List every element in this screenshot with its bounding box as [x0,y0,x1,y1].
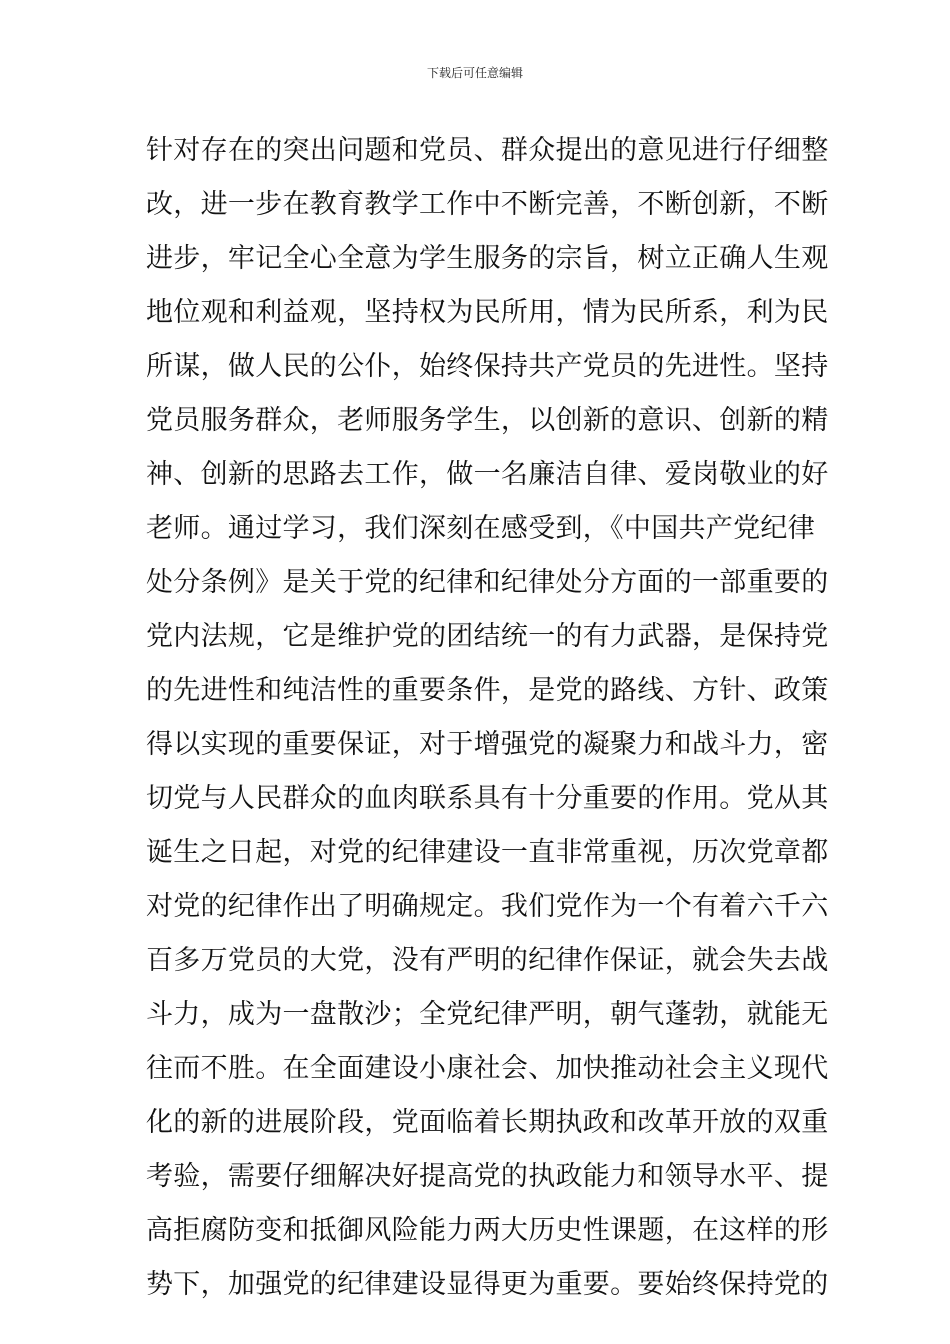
text-line: 得以实现的重要保证，对于增强党的凝聚力和战斗力，密 [146,729,829,760]
text-line: 的先进性和纯洁性的重要条件，是党的路线、方针、政策 [146,675,829,706]
document-body [146,124,829,1312]
text-line: 往而不胜。在全面建设小康社会、加快推动社会主义现代 [146,1053,829,1084]
text-line: 化的新的进展阶段，党面临着长期执政和改革开放的双重 [146,1107,829,1138]
text-line: 处分条例》是关于党的纪律和纪律处分方面的一部重要的 [146,567,829,598]
text-line: 党内法规，它是维护党的团结统一的有力武器，是保持党 [146,621,829,652]
text-line: 所谋，做人民的公仆，始终保持共产党员的先进性。坚持 [146,351,829,382]
text-line: 神、创新的思路去工作，做一名廉洁自律、爱岗敬业的好 [146,459,829,490]
text-line: 对党的纪律作出了明确规定。我们党作为一个有着六千六 [146,891,829,922]
text-line: 针对存在的突出问题和党员、群众提出的意见进行仔细整 [146,135,829,166]
page-header: 下载后可任意编辑 [426,66,523,80]
text-line: 诞生之日起，对党的纪律建设一直非常重视，历次党章都 [146,837,829,868]
text-line: 地位观和利益观，坚持权为民所用，情为民所系，利为民 [146,297,829,328]
text-line: 改，进一步在教育教学工作中不断完善，不断创新，不断 [146,189,829,220]
text-line: 势下，加强党的纪律建设显得更为重要。要始终保持党的 [146,1269,829,1300]
text-line: 切党与人民群众的血肉联系具有十分重要的作用。党从其 [146,783,829,814]
text-line: 党员服务群众，老师服务学生，以创新的意识、创新的精 [146,405,829,436]
text-line: 考验，需要仔细解决好提高党的执政能力和领导水平、提 [146,1161,829,1192]
text-line: 斗力，成为一盘散沙；全党纪律严明，朝气蓬勃，就能无 [146,999,829,1030]
text-line: 百多万党员的大党，没有严明的纪律作保证，就会失去战 [146,945,829,976]
text-line: 老师。通过学习，我们深刻在感受到，《中国共产党纪律 [146,513,815,544]
text-line: 高拒腐防变和抵御风险能力两大历史性课题，在这样的形 [146,1215,829,1246]
text-line: 进步，牢记全心全意为学生服务的宗旨，树立正确人生观 [146,243,829,274]
